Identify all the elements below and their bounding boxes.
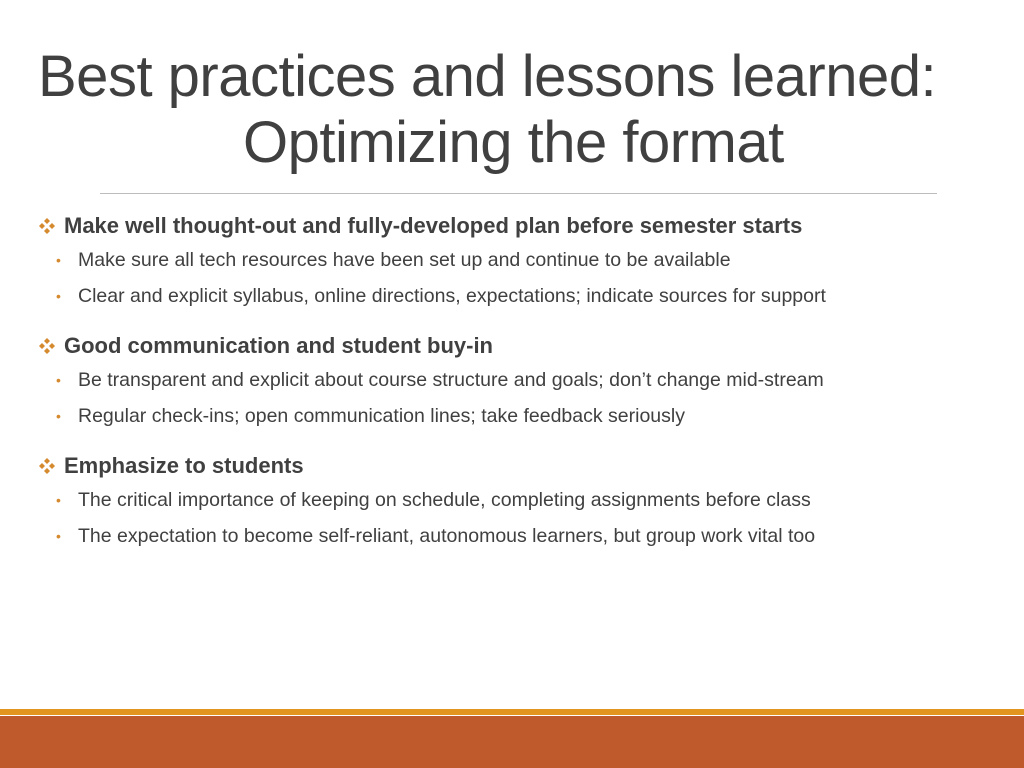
bullet-dot: • [56,288,61,304]
section-heading-text: Emphasize to students [64,453,304,478]
footer-bar [0,716,1024,768]
list-item [38,482,998,518]
list-item [38,398,998,434]
bullet-dot: • [56,492,61,508]
list-item [38,278,998,314]
list-item-text: The expectation to become self-reliant, autonomous learners, but group work vital too [78,524,816,547]
list-item-text: Be transparent and explicit about course structure and goals; don’t change mid-stream [78,368,824,391]
list-item [38,242,998,278]
bullet-dot: • [56,528,61,544]
list-item-text: Clear and explicit syllabus, online directions, expectations; indicate sources for support [78,284,826,307]
section-heading-text: Make well thought-out and fully-developed plan before semester starts [64,213,803,238]
slide-title [0,44,1024,176]
section-heading-text: Good communication and student buy-in [64,333,493,358]
list-item [38,362,998,398]
title-line-2: Optimizing the format [243,110,784,175]
bullet-dot: • [56,408,61,424]
section-heading [38,330,998,362]
section-communication [38,330,998,434]
footer-accent-line [0,709,1024,715]
list-item-text: The critical importance of keeping on schedule, completing assignments before class [78,488,811,511]
section-heading [38,210,998,242]
section-heading [38,450,998,482]
bullet-dot: • [56,252,61,268]
section-plan [38,210,998,314]
bullet-dot: • [56,372,61,388]
title-divider [100,193,937,194]
section-emphasize [38,450,998,554]
four-diamond-icon [38,337,56,355]
four-diamond-icon [38,457,56,475]
list-item-text: Regular check-ins; open communication lines; take feedback seriously [78,404,685,427]
title-line-1: Best practices and lessons learned: [38,44,937,109]
list-item-text: Make sure all tech resources have been set up and continue to be available [78,248,731,271]
list-item [38,518,998,554]
slide-content [38,210,998,570]
four-diamond-icon [38,217,56,235]
